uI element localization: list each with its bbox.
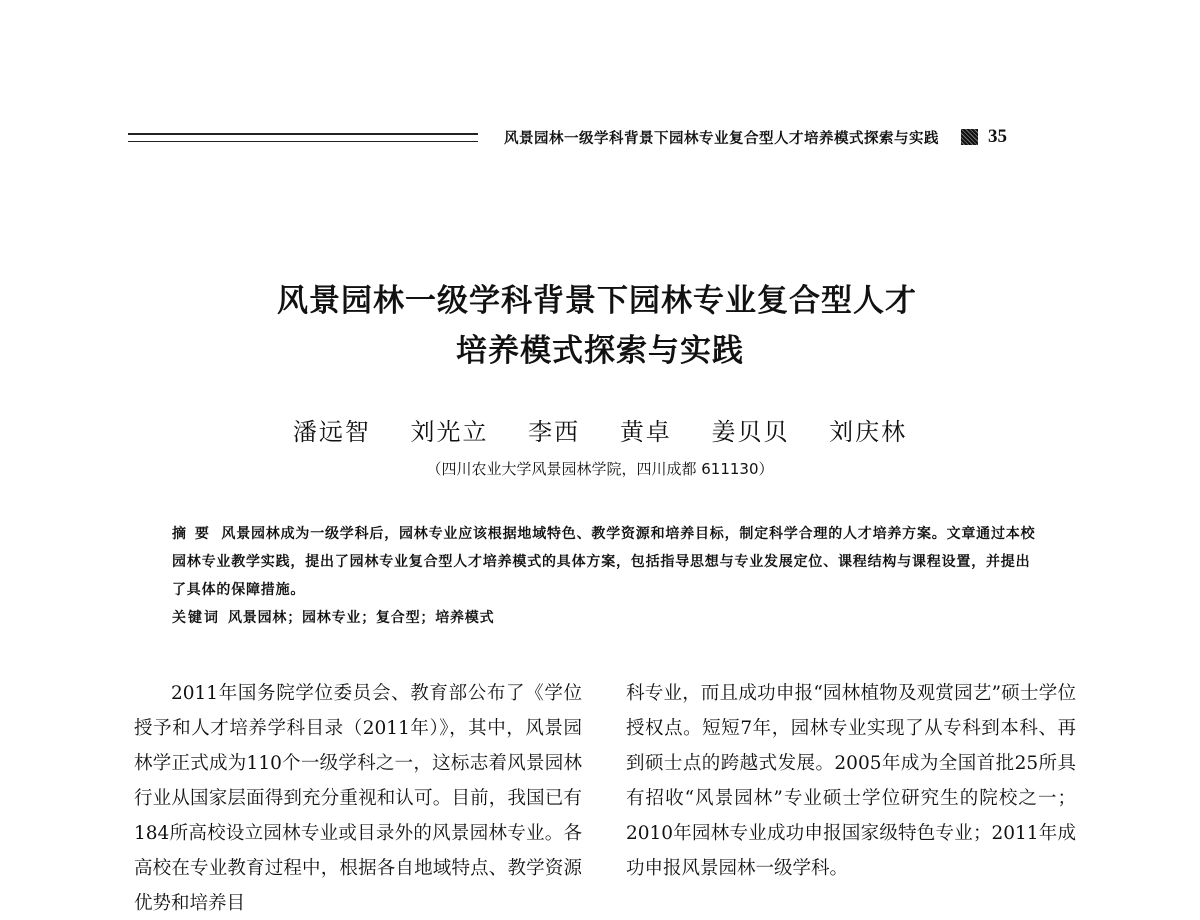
body-text xyxy=(0,676,1200,920)
abstract-block xyxy=(172,520,1042,632)
body-column-right xyxy=(626,676,1076,886)
author-name: 李西 xyxy=(528,418,581,446)
running-header xyxy=(128,124,1112,150)
abstract-paragraph xyxy=(172,520,1042,604)
author-name: 刘庆林 xyxy=(829,418,908,446)
abstract-text: 风景园林成为一级学科后，园林专业应该根据地域特色、教学资源和培养目标，制定科学合理的人才培养方案。文章通过本校园林专业教学实践，提出了园林专业复合型人才培养模式的具体方案，包括指导思想与专业发展定位、课程结构与课程设置，并提出了具体的保障措施。 xyxy=(172,526,1036,598)
author-affiliation: （四川农业大学风景园林学院，四川成都 611130） xyxy=(426,460,774,478)
author-name: 姜贝贝 xyxy=(711,418,790,446)
body-paragraph-left: 2011年国务院学位委员会、教育部公布了《学位授予和人才培养学科目录（2011年）》，其中，风景园林学正式成为110个一级学科之一，这标志着风景园林行业从国家层面得到充分重视和认可。目前，我国已有184所高校设立园林专业或目录外的风景园林专业。各高校在专业教育过程中，根据各自地域特点、教学资源优势和培养目 xyxy=(134,683,582,914)
article-title-line-2: 培养模式探索与实践 xyxy=(456,333,744,369)
author-name: 刘光立 xyxy=(410,418,489,446)
body-column-left xyxy=(134,676,582,920)
header-ornament-icon xyxy=(961,129,978,145)
author-name: 黄卓 xyxy=(619,418,672,446)
author-list xyxy=(0,412,1200,447)
keywords-text: 风景园林；园林专业；复合型；培养模式 xyxy=(228,610,495,626)
keywords-label: 关键词 xyxy=(172,610,220,626)
article-title xyxy=(0,276,1200,376)
header-rule-lines xyxy=(128,133,478,142)
body-paragraph-right: 科专业，而且成功申报“园林植物及观赏园艺”硕士学位授权点。短短7年，园林专业实现了从专科到本科、再到硕士点的跨越式发展。2005年成为全国首批25所具有招收“风景园林”专业硕士学位研究生的院校之一；2010年园林专业成功申报国家级特色专业；2011年成功申报风景园林一级学科。 xyxy=(626,683,1076,879)
author-name: 潘远智 xyxy=(292,418,371,446)
keywords-paragraph xyxy=(172,604,1042,632)
abstract-label: 摘 要 xyxy=(172,526,211,542)
running-header-title: 风景园林一级学科背景下园林专业复合型人才培养模式探索与实践 xyxy=(504,130,939,147)
page-number: 35 xyxy=(988,126,1007,147)
article-title-line-1: 风景园林一级学科背景下园林专业复合型人才 xyxy=(277,283,917,319)
